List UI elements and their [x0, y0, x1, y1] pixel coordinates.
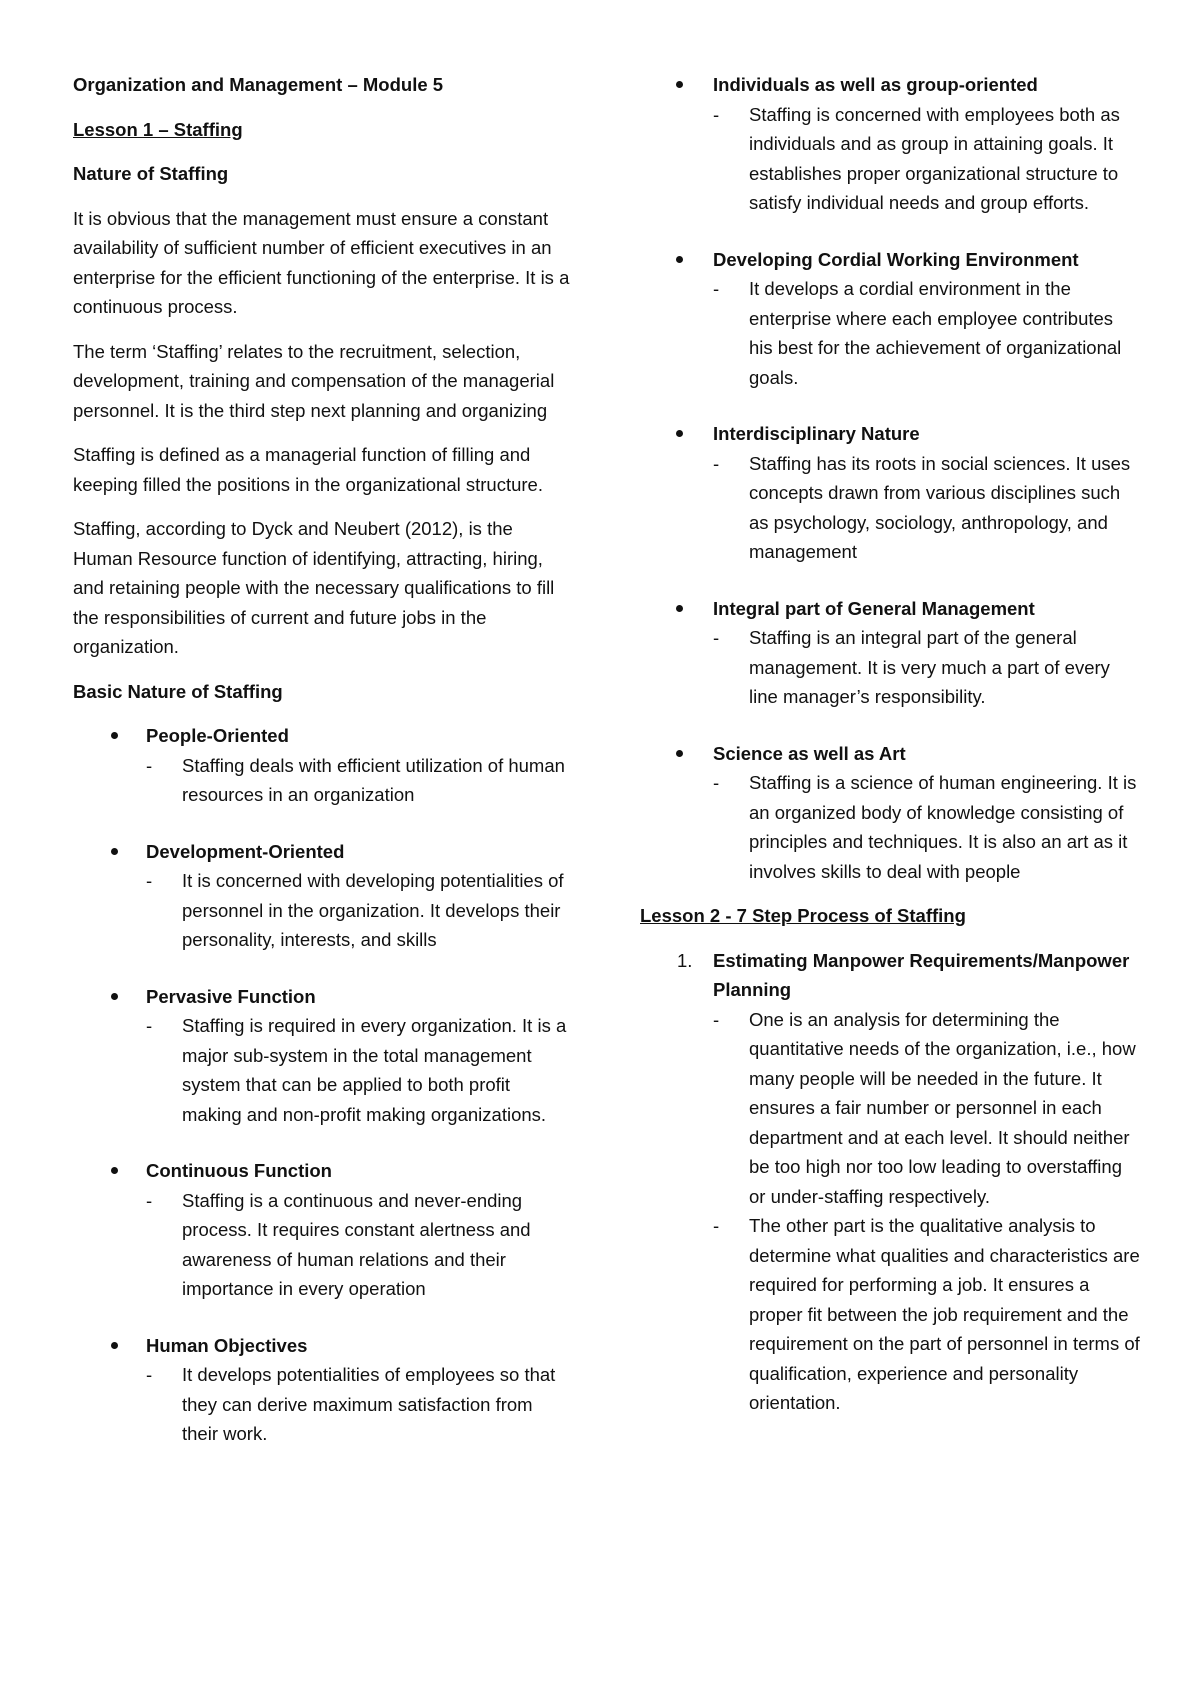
step-point: - One is an analysis for determining the quantitative needs of the organization, i.e., how many people will be needed in the future. It ensures a fair number or personnel in each department and at each level. It should neither be too high nor too low leading to overstaffing or under-staffing respectively.	[713, 1005, 1140, 1212]
paragraph: It is obvious that the management must ensure a constant availability of sufficient number of efficient executives in an enterprise for the efficient functioning of the enterprise. It is a continuous process.	[73, 207, 570, 317]
list-item	[640, 739, 1140, 887]
right-column	[640, 70, 1140, 1418]
left-column	[73, 70, 573, 1476]
paragraph: Staffing, according to Dyck and Neubert (2012), is the Human Resource function of identifying, attracting, hiring, and retaining people with the necessary qualifications to fill the responsibilities of current and future jobs in the organization.	[73, 518, 555, 657]
list-item	[640, 419, 1140, 567]
item-title: Science as well as Art	[713, 742, 906, 764]
item-title: Integral part of General Management	[713, 597, 1035, 619]
step-item	[640, 946, 1140, 1418]
list-item	[73, 837, 573, 955]
document-title: Organization and Management – Module 5	[73, 74, 444, 95]
item-title: Pervasive Function	[146, 985, 316, 1007]
nature-list	[73, 721, 573, 1449]
step-title: Estimating Manpower Requirements/Manpower Planning	[713, 949, 1130, 1000]
list-item	[73, 1331, 573, 1449]
item-description: - Staffing is required in every organization. It is a major sub-system in the total management system that can be applied to both profit making and non-profit making organizations.	[146, 1011, 573, 1129]
lesson-2-title: Lesson 2 - 7 Step Process of Staffing	[640, 905, 966, 926]
item-title: Developing Cordial Working Environment	[713, 248, 1079, 270]
item-title: Interdisciplinary Nature	[713, 423, 920, 444]
nature-of-staffing-heading: Nature of Staffing	[73, 163, 229, 184]
item-description: - Staffing is a science of human engineering. It is an organized body of knowledge consisting of principles and techniques. It is also an art as it involves skills to deal with people	[713, 768, 1140, 886]
staffing-steps-list	[640, 946, 1140, 1418]
lesson-1-title: Lesson 1 – Staffing	[73, 118, 243, 140]
list-item	[73, 721, 573, 810]
item-description: - It is concerned with developing potentialities of personnel in the organization. It develops their personality, interests, and skills	[146, 866, 573, 955]
list-item	[73, 982, 573, 1130]
item-description: - Staffing deals with efficient utilization of human resources in an organization	[146, 751, 573, 810]
basic-nature-heading: Basic Nature of Staffing	[73, 680, 283, 702]
nature-list-continued	[640, 70, 1140, 886]
item-description: - Staffing is concerned with employees both as individuals and as group in attaining goals. It establishes proper organizational structure to satisfy individual needs and group efforts.	[713, 100, 1140, 218]
paragraph: The term ‘Staffing’ relates to the recruitment, selection, development, training and compensation of the managerial personnel. It is the third step next planning and organizing	[73, 340, 555, 421]
list-item	[640, 245, 1140, 393]
step-number: 1.	[677, 949, 693, 971]
paragraph: Staffing is defined as a managerial function of filling and keeping filled the positions in the organizational structure.	[73, 444, 543, 495]
item-title: Continuous Function	[146, 1160, 332, 1181]
item-title: Development-Oriented	[146, 840, 345, 862]
item-description: - It develops a cordial environment in the enterprise where each employee contributes his best for the achievement of organizational goals.	[713, 274, 1140, 392]
item-description: - Staffing is a continuous and never-ending process. It requires constant alertness and awareness of human relations and their importance in every operation	[146, 1186, 573, 1304]
item-title: Individuals as well as group-oriented	[713, 74, 1038, 95]
list-item	[73, 1156, 573, 1304]
step-point: - The other part is the qualitative analysis to determine what qualities and characteristics are required for performing a job. It ensures a proper fit between the job requirement and the requirement on the part of personnel in terms of qualification, experience and personality orientation.	[713, 1211, 1140, 1418]
item-title: People-Oriented	[146, 725, 289, 746]
list-item	[640, 594, 1140, 712]
item-description: - Staffing has its roots in social sciences. It uses concepts drawn from various disciplines such as psychology, sociology, anthropology, and management	[713, 449, 1140, 567]
item-title: Human Objectives	[146, 1334, 308, 1356]
list-item	[640, 70, 1140, 218]
item-description: - Staffing is an integral part of the general management. It is very much a part of every line manager’s responsibility.	[713, 623, 1140, 712]
item-description: - It develops potentialities of employees so that they can derive maximum satisfaction from their work.	[146, 1360, 573, 1449]
